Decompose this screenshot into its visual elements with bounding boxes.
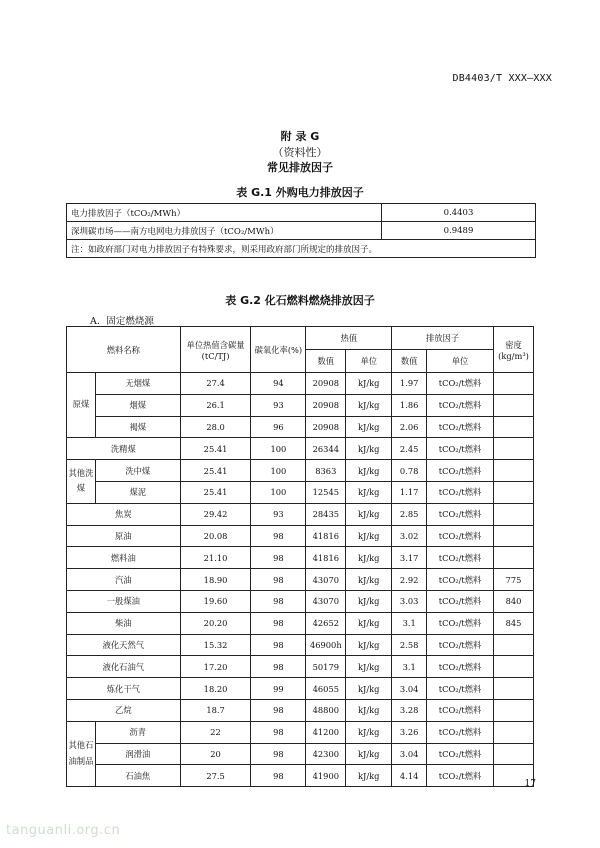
value-cell-hvu: kJ/kg [346,373,392,395]
value-cell-efu: tCO₂/t燃料 [427,612,494,634]
value-cell-efu: tCO₂/t燃料 [427,721,494,743]
value-cell-hvu: kJ/kg [346,481,392,503]
value-cell-den [493,634,533,656]
value-cell-efu: tCO₂/t燃料 [427,525,494,547]
value-cell-cc: 15.32 [180,634,251,656]
fuel-name-cell: 液化石油气 [67,656,181,678]
value-cell-den [493,678,533,700]
value-cell-den [493,416,533,438]
header-density: 密度(kg/m³) [493,327,533,373]
value-cell-ef: 1.86 [392,394,427,416]
value-cell-den [493,699,533,721]
fuel-group-cell: 其他石油制品 [67,721,96,786]
value-cell-hv: 42300 [306,743,346,765]
fuel-name-cell: 石油焦 [95,765,180,787]
value-cell-hv: 42652 [306,612,346,634]
row-value: 0.9489 [382,222,536,240]
value-cell-efu: tCO₂/t燃料 [427,394,494,416]
value-cell-ef: 3.26 [392,721,427,743]
table2-title: 表 G.2 化石燃料燃烧排放因子 [225,294,375,307]
header-ef-unit: 单位 [427,350,494,373]
table-row [67,547,534,569]
value-cell-ef: 3.03 [392,590,427,612]
value-cell-cc: 28.0 [180,416,251,438]
fuel-name-cell: 焦炭 [67,503,181,525]
value-cell-efu: tCO₂/t燃料 [427,481,494,503]
fuel-name-cell: 燃料油 [67,547,181,569]
fuel-name-cell: 汽油 [67,569,181,591]
header-fuel-name: 燃料名称 [67,327,181,373]
value-cell-efu: tCO₂/t燃料 [427,547,494,569]
value-cell-den: 840 [493,590,533,612]
value-cell-ox: 98 [251,525,306,547]
value-cell-efu: tCO₂/t燃料 [427,699,494,721]
appendix-nature: （资料性） [272,146,328,159]
value-cell-cc: 20.08 [180,525,251,547]
value-cell-ef: 4.14 [392,765,427,787]
value-cell-hvu: kJ/kg [346,656,392,678]
value-cell-den [493,503,533,525]
fossil-fuel-emission-table [66,326,534,787]
value-cell-ox: 98 [251,547,306,569]
value-cell-ef: 2.45 [392,438,427,460]
value-cell-efu: tCO₂/t燃料 [427,460,494,482]
value-cell-hv: 50179 [306,656,346,678]
page-number: 17 [524,779,536,789]
value-cell-hv: 43070 [306,569,346,591]
value-cell-hv: 41200 [306,721,346,743]
value-cell-efu: tCO₂/t燃料 [427,656,494,678]
value-cell-efu: tCO₂/t燃料 [427,765,494,787]
value-cell-ox: 98 [251,699,306,721]
header-row [67,327,534,350]
table-row [67,481,534,503]
table-row [67,678,534,700]
value-cell-ox: 98 [251,721,306,743]
value-cell-efu: tCO₂/t燃料 [427,503,494,525]
table-row [67,634,534,656]
table-row [67,394,534,416]
document-code: DB4403/T XXX—XXX [452,73,552,84]
value-cell-ef: 0.78 [392,460,427,482]
value-cell-cc: 19.60 [180,590,251,612]
value-cell-hv: 46900h [306,634,346,656]
table-row [67,416,534,438]
value-cell-cc: 21.10 [180,547,251,569]
value-cell-hv: 41900 [306,765,346,787]
value-cell-ox: 98 [251,656,306,678]
table-row [67,569,534,591]
value-cell-efu: tCO₂/t燃料 [427,416,494,438]
table-row [67,721,534,743]
value-cell-hvu: kJ/kg [346,590,392,612]
value-cell-den [493,547,533,569]
value-cell-ef: 3.28 [392,699,427,721]
value-cell-ox: 93 [251,394,306,416]
header-ef-value: 数值 [392,350,427,373]
value-cell-ox: 94 [251,373,306,395]
value-cell-hvu: kJ/kg [346,612,392,634]
value-cell-cc: 18.90 [180,569,251,591]
value-cell-ox: 98 [251,634,306,656]
value-cell-den [493,373,533,395]
value-cell-ox: 99 [251,678,306,700]
value-cell-hv: 20908 [306,373,346,395]
value-cell-efu: tCO₂/t燃料 [427,438,494,460]
fuel-name-cell: 无烟煤 [95,373,180,395]
fuel-name-cell: 乙烷 [67,699,181,721]
value-cell-cc: 29.42 [180,503,251,525]
value-cell-hvu: kJ/kg [346,503,392,525]
table-row [67,525,534,547]
value-cell-den [493,721,533,743]
table-row [67,503,534,525]
value-cell-cc: 20.20 [180,612,251,634]
value-cell-hvu: kJ/kg [346,699,392,721]
table-row [67,743,534,765]
value-cell-den [493,438,533,460]
value-cell-ox: 98 [251,590,306,612]
fuel-group-cell: 原煤 [67,373,96,438]
value-cell-ef: 2.06 [392,416,427,438]
value-cell-ef: 3.17 [392,547,427,569]
value-cell-efu: tCO₂/t燃料 [427,634,494,656]
fuel-name-cell: 洗精煤 [67,438,181,460]
fuel-group-cell: 其他洗煤 [67,460,96,504]
value-cell-den [493,525,533,547]
value-cell-efu: tCO₂/t燃料 [427,678,494,700]
fuel-name-cell: 液化天然气 [67,634,181,656]
value-cell-ox: 93 [251,503,306,525]
header-heat-value: 热值 [306,327,392,350]
table-row [67,222,536,240]
value-cell-den [493,481,533,503]
value-cell-cc: 27.4 [180,373,251,395]
value-cell-ox: 98 [251,743,306,765]
fuel-name-cell: 柴油 [67,612,181,634]
value-cell-hv: 12545 [306,481,346,503]
table-row [67,590,534,612]
value-cell-ef: 2.58 [392,634,427,656]
value-cell-cc: 17.20 [180,656,251,678]
value-cell-den [493,656,533,678]
header-hv-value: 数值 [306,350,346,373]
value-cell-cc: 20 [180,743,251,765]
table-row [67,765,534,787]
fuel-name-cell: 烟煤 [95,394,180,416]
value-cell-hvu: kJ/kg [346,460,392,482]
table-row [67,699,534,721]
value-cell-den: 845 [493,612,533,634]
value-cell-ef: 3.1 [392,656,427,678]
value-cell-cc: 18.7 [180,699,251,721]
row-label: 电力排放因子（tCO₂/MWh） [67,204,382,222]
value-cell-den: 775 [493,569,533,591]
value-cell-ef: 1.97 [392,373,427,395]
header-oxidation-rate: 碳氧化率(%) [251,327,306,373]
value-cell-den [493,394,533,416]
value-cell-hvu: kJ/kg [346,394,392,416]
value-cell-ox: 96 [251,416,306,438]
appendix-subtitle: 常见排放因子 [267,161,333,174]
value-cell-efu: tCO₂/t燃料 [427,590,494,612]
table-row [67,656,534,678]
value-cell-hv: 43070 [306,590,346,612]
header-emission-factor: 排放因子 [392,327,494,350]
value-cell-hvu: kJ/kg [346,678,392,700]
value-cell-ef: 3.04 [392,743,427,765]
value-cell-cc: 22 [180,721,251,743]
value-cell-hv: 48800 [306,699,346,721]
fuel-name-cell: 沥青 [95,721,180,743]
value-cell-hvu: kJ/kg [346,525,392,547]
value-cell-ef: 3.1 [392,612,427,634]
table-row [67,204,536,222]
value-cell-ox: 98 [251,569,306,591]
value-cell-hvu: kJ/kg [346,721,392,743]
appendix-title: 附 录 G [280,130,320,143]
value-cell-cc: 27.5 [180,765,251,787]
value-cell-hvu: kJ/kg [346,438,392,460]
value-cell-cc: 25.41 [180,460,251,482]
value-cell-hvu: kJ/kg [346,416,392,438]
fuel-name-cell: 洗中煤 [95,460,180,482]
table-row [67,460,534,482]
value-cell-hv: 41816 [306,547,346,569]
value-cell-ox: 98 [251,765,306,787]
table-row [67,373,534,395]
value-cell-ef: 3.02 [392,525,427,547]
table-note: 注：如政府部门对电力排放因子有特殊要求，则采用政府部门所规定的排放因子。 [67,240,536,258]
value-cell-hv: 41816 [306,525,346,547]
value-cell-ox: 98 [251,612,306,634]
section-label: A．固定燃烧源 [90,316,154,327]
watermark: tanguanli.org.cn [6,823,121,838]
fuel-name-cell: 褐煤 [95,416,180,438]
table-note-row [67,240,536,258]
value-cell-ef: 1.17 [392,481,427,503]
fuel-name-cell: 炼化干气 [67,678,181,700]
row-value: 0.4403 [382,204,536,222]
value-cell-hvu: kJ/kg [346,634,392,656]
value-cell-cc: 25.41 [180,438,251,460]
value-cell-efu: tCO₂/t燃料 [427,743,494,765]
header-carbon-content: 单位热值含碳量(tC/TJ) [180,327,251,373]
fuel-name-cell: 润滑油 [95,743,180,765]
value-cell-ox: 100 [251,460,306,482]
fuel-name-cell: 煤泥 [95,481,180,503]
value-cell-hvu: kJ/kg [346,547,392,569]
value-cell-ef: 2.85 [392,503,427,525]
value-cell-cc: 26.1 [180,394,251,416]
table-row [67,438,534,460]
value-cell-hv: 46055 [306,678,346,700]
fuel-name-cell: 原油 [67,525,181,547]
value-cell-cc: 25.41 [180,481,251,503]
value-cell-hvu: kJ/kg [346,743,392,765]
value-cell-hvu: kJ/kg [346,765,392,787]
fuel-name-cell: 一般煤油 [67,590,181,612]
value-cell-den [493,460,533,482]
value-cell-ef: 2.92 [392,569,427,591]
value-cell-hv: 28435 [306,503,346,525]
table-row [67,612,534,634]
value-cell-ox: 100 [251,481,306,503]
value-cell-hv: 26344 [306,438,346,460]
row-label: 深圳碳市场——南方电网电力排放因子（tCO₂/MWh） [67,222,382,240]
electricity-emission-table [66,203,536,258]
value-cell-hv: 8363 [306,460,346,482]
value-cell-hv: 20908 [306,416,346,438]
value-cell-den [493,743,533,765]
value-cell-cc: 18.20 [180,678,251,700]
value-cell-hv: 20908 [306,394,346,416]
value-cell-efu: tCO₂/t燃料 [427,373,494,395]
value-cell-ox: 100 [251,438,306,460]
table1-title: 表 G.1 外购电力排放因子 [236,186,364,199]
value-cell-efu: tCO₂/t燃料 [427,569,494,591]
header-hv-unit: 单位 [346,350,392,373]
value-cell-hvu: kJ/kg [346,569,392,591]
value-cell-ef: 3.04 [392,678,427,700]
